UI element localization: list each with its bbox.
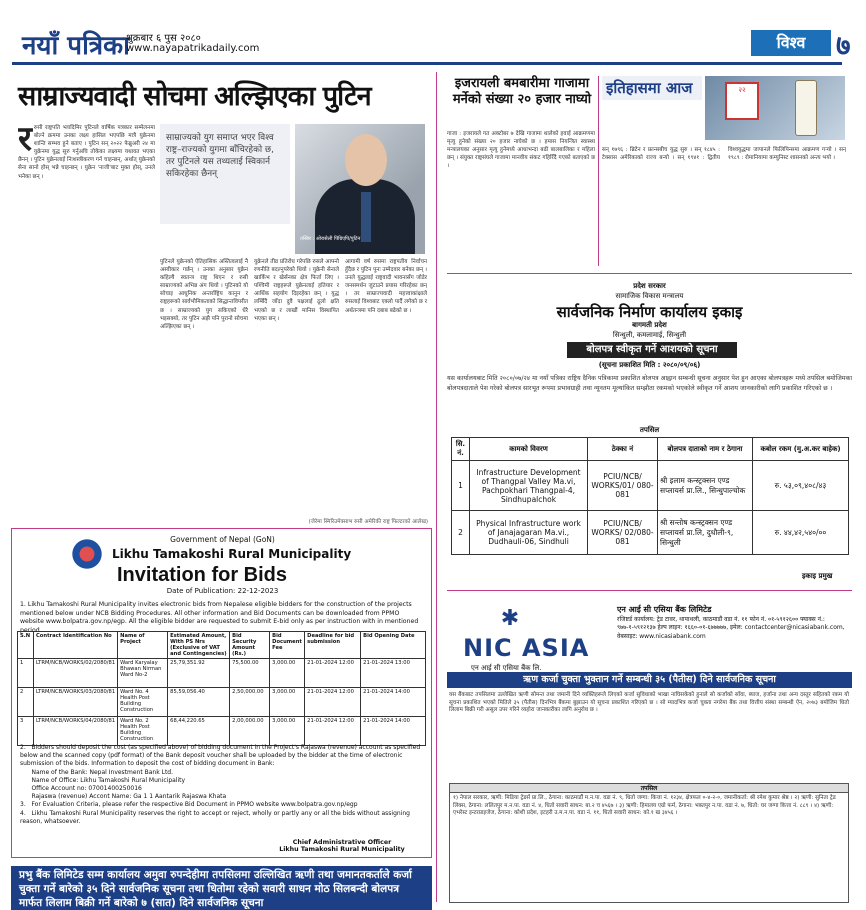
- israel-body: गाजा : इजरायले गत अक्टोबर ७ देखि गाजामा थालेको हवाई आक्रमणमा मृत्यु हुनेको संख्या २० हजार नाघेको छ । हमास नियन्त्रित स्वास्थ्य मन्त्रालयका अनुसार मृत्यु हुनेमध्ये आधाभन्दा बढी बालबालिका र महिला छन् । संयुक्त राष्ट्रसंघले गाजामा मानवीय संकट गहिरिँदै गएको बताएको छ ।: [447, 131, 595, 170]
- nic-asia-table-rows: १) नेपाल सरकार, ऋणी: मिडिया ट्रेडर्स प्रा.लि., ठेगाना: काठमाडौं म.न.पा. वडा नं. ९, धितो जग्गा: कित्ता नं. १२३४, क्षेत्रफल ०-४-२-०, जमानीकर्ता: श्री रमेश कुमार श्रेष्ठ । २) ऋणी: सुनिता ट्रेड लिंक्स, ठेगाना: ललितपुर म.न.पा. वडा नं. ४, धितो सवारी साधन: बा.२ च ४५६७ । ३) ऋणी: हिमालय एग्रो फर्म, ठेगाना: भक्तपुर न.पा. वडा नं. ७, धितो: घर जग्गा कित्ता नं. ८८९ । ४) ऋणी: एभरेस्ट इन्टरप्राइजेज, ठेगाना: कोशी प्रदेश, इटहरी उ.म.न.पा. वडा नं. ११, धितो सवारी साधन: को.१ ख ३४५६ ।: [449, 793, 849, 903]
- photo-face-shape: [345, 134, 387, 186]
- table-cell: 2: [18, 688, 34, 717]
- nic-asia-notice: [447, 596, 852, 910]
- website-url[interactable]: www.nayapatrikadaily.com: [126, 43, 260, 54]
- table-cell: 25,79,351.92: [168, 659, 230, 688]
- bids-table: [17, 631, 426, 746]
- table-row: [452, 511, 849, 555]
- bids-title: Invitation for Bids: [117, 564, 287, 586]
- table-row: [18, 688, 426, 717]
- tender-signature: इकाइ प्रमुख: [802, 572, 833, 580]
- bids-notes: 2. Bidders should deposit the cost (as specified above) of bidding document in the Project's Rajaswa (revenue) account as specified below and the scanned copy (pdf format) of the Bank deposit voucher shall be uploaded by the bidder at the time of electronic submission of the bids. Information to deposit the cost of bidding document in Bank: Name of the Bank: Nepal Investment Bank Ltd. Name of Office: Likhu Tamakoshi Rural Municipality Office Account no: 07001400250016 Rajaswa (revenue) Accont Name: Ga 1 1 Aantarik Rajaswa Khata 3. For Evaluation Criteria, please refer the respective Bid Document in PPMO website www.bolpatra.gov.np/egp 4. Likhu Tamakoshi Rural Municipality reserves the right to accept or reject, wholly or partly any or all the bids without assigning reason, whatsoever.: [20, 744, 421, 825]
- table-cell: LTRM/NCB/WORKS/02/2080/81: [34, 659, 118, 688]
- table-header-row: [452, 438, 849, 461]
- masthead: [0, 0, 866, 64]
- lead-col1-text: रुसी राष्ट्रपति भ्लादिमिर पुटिनले वार्षिक पत्रकार सम्मेलनमा बोल्ने क्रममा उनका लक्ष्य हासिल भएपछि मात्रै युक्रेनमा शान्ति सम्भव हुने बताए । पुटिन सन् २०२२ फेब्रुअरी २४ मा युक्रेनमा युद्ध सुरु गर्नुअघि तोकेका लक्ष्यमा यथावत भएका छैनन् । पुटिन युक्रेनलाई निःशस्त्रीकरण गर्न चाहन्छन्, अर्थात् युक्रेनको सेना सानो होस् भन्ने चाहन्छन् । युक्रेन 'नाजी'बाट मुक्त होस्, उनले भनेका छन् ।: [18, 125, 155, 180]
- pull-quote: साम्राज्यको युग समाप्त भएर विश्व राष्ट्र–राज्यको युगमा बाँचिरहेको छ, तर पुटिनले यस तथ्यलाई स्विकार्न सकिरहेका छैनन्: [160, 124, 290, 224]
- prabhu-bank-notice-strip[interactable]: प्रभु बैंक लिमिटेड सम्म कार्यालय अमुवा रुपन्देहीमा तपसिलमा उल्लिखित ऋणी तथा जमानतकर्ताले कर्जा चुक्ता गर्ने बारेको ३५ दिने सार्वजनिक सूचना तथा धितोमा रहेको सवारी साधन मोठ सिलबन्दी बोलपत्र मार्फत लिलाम बिक्री गर्ने बारेको ७ (सात) दिने सार्वजनिक सूचना: [11, 866, 432, 910]
- photo-tie-shape: [361, 192, 371, 242]
- tender-line-2: सामाजिक विकास मन्त्रालय: [615, 292, 684, 300]
- table-cell: 85,59,056.40: [168, 688, 230, 717]
- vial-icon: [795, 80, 817, 136]
- nic-asia-legal-name: एन आई सी एसिया बैंक लिमिटेड: [617, 605, 712, 614]
- newspaper-title[interactable]: नयाँ पत्रिका: [22, 31, 130, 61]
- tender-line-4: सिन्धुली, कमलामाई, सिन्धुली: [612, 331, 687, 339]
- nic-asia-table-header: तपसिल: [449, 783, 849, 793]
- table-cell: श्री इलाम कन्स्ट्रक्सन एण्ड सप्लायर्स प्रा.लि., सिन्धुपाल्चोक: [658, 461, 753, 511]
- lead-headline[interactable]: साम्राज्यवादी सोचमा अल्झिएका पुटिन: [18, 81, 371, 112]
- table-cell: 2,50,000.00: [230, 688, 270, 717]
- tender-title: सार्वजनिक निर्माण कार्यालय इकाइ: [556, 303, 743, 321]
- bids-publication-date: Date of Publication: 22-12-2023: [166, 587, 279, 595]
- tender-notice: [447, 280, 852, 585]
- lead-column-2: पुटिनले युक्रेनको ऐतिहासिक अस्तित्वलाई नै अस्वीकार गर्छन् । उनका अनुसार युक्रेन कहिल्यै स्वतन्त्र राष्ट्र थिएन र रुसी साम्राज्यको अभिन्न अंग थियो । पुटिनको यो सोचाइ आधुनिक अन्तर्राष्ट्रिय कानुन र राष्ट्रहरूको सार्वभौमिकताको सिद्धान्तविपरीत छ । साम्राज्यको युग सकिएको धेरै भइसक्यो, तर पुटिन अझै पनि पुरानो सोचमा अल्झिएका छन् ।: [160, 259, 248, 330]
- bids-government: Government of Nepal (GoN): [170, 535, 275, 544]
- table-cell: 2,00,000.00: [230, 717, 270, 746]
- table-cell: 21-01-2024 14:00: [361, 717, 426, 746]
- calendar-day: २२: [738, 86, 746, 94]
- table-cell: Ward No. 2 Health Post Building Construction: [118, 717, 168, 746]
- table-cell: 1: [18, 659, 34, 688]
- table-row: [18, 717, 426, 746]
- table-row: [18, 659, 426, 688]
- invitation-for-bids: [11, 528, 432, 858]
- table-header-cell: Bid Document Fee: [270, 632, 305, 659]
- nic-asia-star-icon: ✱: [500, 606, 520, 631]
- bids-municipality: Likhu Tamakoshi Rural Municipality: [112, 547, 352, 561]
- section-divider: [447, 590, 852, 591]
- tender-line-1: प्रदेश सरकार: [633, 282, 666, 290]
- lead-column-3: युक्रेनले तीव्र प्रतिरोध गरेपछि रुसले आफ्नो रणनीति बदल्नुपरेको थियो । युक्रेनी सेनाले खार्किभ र खेर्सनका क्षेत्र फिर्ता लिए । पश्चिमी राष्ट्रहरूले युक्रेनलाई हतियार र आर्थिक सहयोग दिइरहेका छन् । युद्ध लम्बिँदै जाँदा दुवै पक्षलाई ठूलो क्षति भएको छ र लाखौं मानिस विस्थापित भएका छन् ।: [254, 259, 339, 322]
- lead-caption: (जेरेमा स्मिरिउमेक्साभ रुसी अमेरिकी राष्ट्र फिल्टरको आलेख): [308, 519, 428, 525]
- table-header-cell: Bid Security Amount (Rs.): [230, 632, 270, 659]
- table-header-cell: ठेक्का नं: [588, 438, 658, 461]
- table-cell: 21-01-2024 14:00: [361, 688, 426, 717]
- tender-paragraph: यस कार्यालयबाट मिति २०८०/०७/२४ मा नयाँ पत्रिका राष्ट्रिय दैनिक पत्रिकामा प्रकाशित बोलपत्र आह्वान सम्बन्धी सूचना अनुसार पेश हुन आएका बोलपत्रहरू मध्ये तपसिल बमोजिमका बोलपत्रदाताले पेश गरेको बोलपत्र सारभूत रूपमा प्रभावग्राही तथा न्यूनतम मूल्यांकित सम्झौता रकमको भएकोले स्वीकृत गर्ने आशय जानकारीको लागि प्रकाशित गरिएको छ ।: [447, 375, 852, 392]
- table-cell: 21-01-2024 12:00: [305, 688, 361, 717]
- table-cell: 68,44,220.65: [168, 717, 230, 746]
- tender-table: [451, 437, 849, 555]
- section-tag[interactable]: विश्व: [751, 30, 831, 56]
- bids-signature: [257, 839, 427, 853]
- nic-asia-subject-bar: ऋण कर्जा चुक्ता भुक्तान गर्ने सम्बन्धी ३५ (पैतीस) दिने सार्वजनिक सूचना: [447, 672, 852, 688]
- table-cell: 21-01-2024 13:00: [361, 659, 426, 688]
- table-cell: 1: [452, 461, 470, 511]
- tender-line-3: बागमती प्रदेश: [632, 321, 667, 329]
- table-header-cell: Estimated Amount, With PS Nrs (Exclusive of VAT and Contingencies): [168, 632, 230, 659]
- table-cell: 3,000.00: [270, 688, 305, 717]
- bids-signatory-title: Chief Administrative Officer: [292, 839, 392, 846]
- masthead-rule: [12, 62, 842, 65]
- table-header-cell: सि. नं.: [452, 438, 470, 461]
- israel-headline[interactable]: इजरायली बमबारीमा गाजामा मर्नेको संख्या २० हजार नाघ्यो: [452, 76, 592, 107]
- table-cell: रु. ५३,०९,४०८/४३: [753, 461, 849, 511]
- table-header-cell: Deadline for bid submission: [305, 632, 361, 659]
- table-header-cell: Contract Identification No: [34, 632, 118, 659]
- issue-date: शुक्रबार ६ पुस २०८०: [126, 33, 201, 44]
- table-cell: 3,000.00: [270, 659, 305, 688]
- table-cell: Ward Karyalay Bhawan Nirman Ward No-2: [118, 659, 168, 688]
- column-divider: [436, 72, 437, 902]
- history-image: [705, 76, 845, 140]
- table-header-row: [18, 632, 426, 659]
- page-number: ७: [836, 29, 851, 62]
- table-header-cell: बोलपत्र दाताको नाम र ठेगाना: [658, 438, 753, 461]
- lead-column-4: आगामी वर्ष रुसमा राष्ट्रपतीय निर्वाचन हुँदैछ र पुटिन पुनः उम्मेदवार बनेका छन् । उनले युद्धलाई राष्ट्रवादी भावनासँग जोडेर जनसमर्थन जुटाउने प्रयास गरिरहेका छन् । तर साम्राज्यवादी महत्त्वाकांक्षाले रुसलाई विश्वबाट एक्लो पार्दै लगेको छ र अर्थतन्त्रमा पनि दबाब बढेको छ ।: [345, 259, 427, 314]
- table-cell: 75,500.00: [230, 659, 270, 688]
- nic-asia-address: [617, 606, 847, 641]
- table-cell: Physical Infrastructure work of Janajagaran Ma.vi., Dudhauli-06, Sindhuli: [470, 511, 588, 555]
- calendar-icon: [725, 82, 759, 120]
- table-cell: Ward No. 4 Health Post Building Construction: [118, 688, 168, 717]
- table-header-cell: S.N: [18, 632, 34, 659]
- photo-credit: तस्बिर : ओरासेली पिंग्रिएपि/पुटिन: [300, 236, 361, 242]
- table-cell: 21-01-2024 12:00: [305, 659, 361, 688]
- tender-notice-date: (सूचना प्रकाशित मिति : २०८०/०९/०६): [598, 361, 701, 369]
- putin-photo: [295, 124, 425, 254]
- nic-asia-subtitle: एन आई सी एसिया बैंक लि.: [471, 664, 542, 672]
- table-cell: 21-01-2024 12:00: [305, 717, 361, 746]
- table-header-cell: Name of Project: [118, 632, 168, 659]
- table-row: [452, 461, 849, 511]
- table-cell: PCIU/NCB/ WORKS/ 02/080-081: [588, 511, 658, 555]
- table-cell: रु. ४४,४२,५४०/००: [753, 511, 849, 555]
- table-cell: 3,000.00: [270, 717, 305, 746]
- table-header-cell: कबोल रकम (मु.अ.कर बाहेक): [753, 438, 849, 461]
- table-header-cell: कामको विवरण: [470, 438, 588, 461]
- nic-asia-paragraph: यस बैंकबाट तपसिलमा उल्लेखित ऋणी सोमन्त तथा जमानी दिने व्यक्तिहरूले लिएको कर्जा सुविधाको भाखा नाघिसकेको हुनाले सो कर्जाको साँवा, ब्याज, हर्जाना तथा अन्य दस्तुर सहितको रकम यो सूचना प्रकाशित भएको मितिले ३५ (पैतीस) दिनभित्र बैंकमा बुझाउन यो सूचना प्रकाशित गरिएको छ । सो म्यादभित्र कर्जा चुक्ता नगरेमा बैंक तथा वित्तीय संस्था सम्बन्धी ऐन, २०७३ बमोजिम धितो लिलाम बिक्री गरी असुल उपर गरिने व्यहोरा जानकारीका लागि अनुरोध छ ।: [449, 692, 849, 714]
- tender-subject-bar: बोलपत्र स्वीकृत गर्ने आशयको सूचना: [567, 342, 737, 358]
- table-cell: LTRM/NCB/WORKS/03/2080/81: [34, 688, 118, 717]
- table-cell: 2: [452, 511, 470, 555]
- table-cell: PCIU/NCB/ WORKS/01/ 080-081: [588, 461, 658, 511]
- nic-asia-wordmark: NIC ASIA: [463, 634, 590, 662]
- table-cell: श्री सन्तोष कन्स्ट्रक्सन एण्ड सप्लायर्स प्रा.लि, दुधौली-९, सिन्धुली: [658, 511, 753, 555]
- drop-cap: र: [18, 124, 32, 159]
- table-header-cell: Bid Opening Date: [361, 632, 426, 659]
- history-body: सन् १७९६ : ब्रिटेन र फ्रान्सबीच युद्ध सुरु । सन् १८४५ : टेक्सास अमेरिकाको राज्य बन्यो । सन् १९४१ : द्वितीय विश्वयुद्धमा जापानले फिलिपिन्समा आक्रमण गर्‍यो । सन् १९८९ : रोमानियामा कम्युनिस्ट शासनको अन्त्य भयो ।: [602, 147, 846, 162]
- bids-paragraph: 1. Likhu Tamakoshi Rural Municipality invites electronic bids from Nepalese eligible bidders for the construction of the projects mentioned below under NCB Bidding Procedures. All other information and Bid Documents can be downloaded from PPMO website www.bolpatra.gov.np/egp. All the eligible bidder are requested to submit E-bid only as per instruction with in mentioned period.: [20, 601, 419, 634]
- tender-table-caption: तपसिल: [639, 426, 660, 434]
- table-cell: Infrastructure Development of Thangpal Valley Ma.vi, Pachpokhari Thangpal-4, Sindhupalchok: [470, 461, 588, 511]
- table-cell: 3: [18, 717, 34, 746]
- history-headline[interactable]: इतिहासमा आज: [602, 76, 702, 100]
- column-divider: [598, 76, 599, 266]
- nic-asia-contact: रजिष्टर्ड कार्यालय: ट्रेड टावर, थापाथली, काठमाडौं वडा नं. ११ फोन नं. ०१-५९१२६०० फ्याक्स नं.: ९७७-१-५९१२१३७ हेल्प लाइन: १६६०-०१-६७७७७७, इमेल: contactcenter@nicasiabank.com, वेबसाइट: www.nicasiabank.com: [617, 615, 845, 640]
- table-cell: LTRM/NCB/WORKS/04/2080/81: [34, 717, 118, 746]
- bids-signatory-office: Likhu Tamakoshi Rural Municipality: [279, 846, 405, 853]
- section-divider: [447, 273, 852, 274]
- lead-column-1: [18, 124, 155, 512]
